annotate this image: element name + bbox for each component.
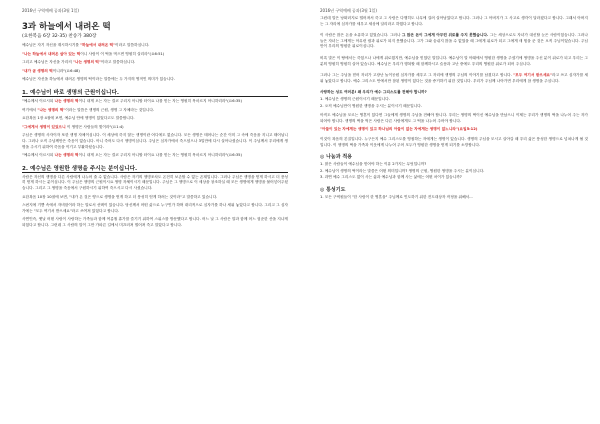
- intro-line: "내가 곧 생명의 떡이니라"(요6:48): [22, 68, 80, 73]
- intro-line: 그리고 예수님은 자신을 가리켜 "나는 생명의 떡"이라고 말씀하십니다.: [22, 60, 136, 65]
- scripture-quote: "예수께서 이르시되 나는 생명의 떡이니 내게 오는 자는 결코 주리지 아니할 터이요 나를 믿는 자는 영원히 목마르지 아니하리라"(요6:35): [22, 98, 242, 103]
- intro-line: 예수님은 자기 자신을 계시하시기를 "하늘에서 내려온 떡"이라고 말씀하십니다.: [22, 43, 150, 47]
- paragraph: 아직도 예수님을 모르는 영혼이 있다면 그들에게 생명의 주님을 전해야 합니다. 우리는 생명의 떡이신 예수님을 만났으니 이제는 우리가 생명의 떡을 나누어 주는 자가 되어야 합니다. 생명의 떡을 먹은 사람은 다른 사람에게도 그 떡을 나누어 주어야 합니다.: [320, 113, 588, 123]
- share-item: 2. 예수님이 생명의 떡이라는 말씀은 어떤 의미입니까? 생명의 근원, 영원한 생명을 주시는 분이십니다.: [320, 168, 485, 173]
- intro-line: "나는 하늘에서 내려온 살아 있는 떡이니 사람이 이 떡을 먹으면 영원히 살리라"(요6:51): [22, 51, 165, 56]
- lesson-subtitle: (요한복음 6장 32-35) 찬송가 380장: [22, 34, 97, 39]
- section-2-heading: 2. 예수님은 영원한 생명을 주시는 분이십니다.: [22, 164, 288, 173]
- page-header: 2016년 구역예배 공과(3월 1일): [22, 8, 79, 13]
- question-item: 1. 예수님은 생명의 근원이시기 때문입니다.: [320, 96, 390, 101]
- page-header: 2016년 구역예배 공과(3월 1일): [320, 8, 377, 13]
- paragraph: 주님은 생명의 사자이자 또한 생명 자체이십니다. 이 세상에 죽지 않는 생명이란 어디에도 없습니다. 모든 생명은 태어나는 순간 이미 그 속에 죽음을 지니고 태어납니다. 그러나 오직 주님께만은 죽음이 없습니다. 아니 죽어도 다시 생명이십니다. 주님은 십자가에서 죽으셨으나 3일만에 다시 살아나셨습니다. 이 주님께서 우리에게 생명을 주시기 위하여 죽음을 이기고 부활하셨습니다.: [22, 133, 288, 149]
- question-item: 2. 오직 예수님만이 영원한 생명을 주시는 분이시기 때문입니다.: [320, 103, 422, 108]
- paragraph: 그러나 그는 주님을 믿어 자녀가 고장난 놀이공원 십자가를 세우고 그 자리에 생명의 주님의 이야기를 남겼다고 합니다. "모두 여기서 받으세요"라고 쓰고 십자가를 세워 놓았다고 합니다. 예수 그리스도 안에서만 참된 생명이 있다는 것을 증거하기 위한 것입니다. 우리가 주님께 나아가면 우리에게 참 생명을 주십니다.: [320, 73, 589, 83]
- paragraph: 요한복음 10장 10절에 보면, "내가 온 것은 양으로 생명을 얻게 하고 더 풍성히 얻게 하려는 것이라"고 말씀하고 있습니다.: [22, 194, 218, 199]
- lesson-title: 3과 하늘에서 내려온 떡: [22, 22, 111, 32]
- scripture-quote: "아들이 있는 자에게는 생명이 있고 하나님의 아들이 없는 자에게는 생명이 없느니라"(요일5:12): [320, 127, 478, 132]
- prayer-item: 1. 모든 구역원들이 "한 사람이 한 영혼을" 주님께로 인도하기 위한 전도대상자 작정을 위해서...: [320, 194, 473, 199]
- question-intro: 사랑하는 성도 여러분! 왜 우리가 예수 그리스도를 전해야 합니까?: [320, 90, 427, 95]
- paragraph: 사람은 자신의 생명을 다른 사람에게 나누어 줄 수 없습니다. 사람은 자기의 생명조차도 온전히 보존할 수 없는 존재입니다. 그러나 주님은 생명을 얻게 하시고 더 풍성히 얻게 하시는 분이십니다. 이 주님은 생명의 근원이시요 생명 자체이시기 때문입니다. 주님은 그 생명으로 이 세상을 창조하실 때 모든 생명에게 생명을 불어넣어주셨습니다. 그리고 그 생명을 죽음에서 구원하시기 위하여 죽으시고 다시 사셨습니다.: [22, 174, 288, 190]
- right-page: [300, 0, 600, 424]
- prayer-heading: ◎ 통성기도: [320, 186, 346, 193]
- paragraph: 그런데 말은 낭떠러지로 떨어져서 죽고 그 사람은 다행히도 나무에 걸려 살아남았다고 합니다. 그러나 그 아버지가 그 사고로 생각이 달라졌다고 합니다. 그래서 아버지는 그 자리에 십자가를 세우고 세상에 알리라고 하였다고 합니다.: [320, 16, 588, 26]
- paragraph: 이것이 복음의 본질입니다. 누구든지 예수 그리스도를 영접하는 자에게는 생명이 있습니다. 생명의 주님을 모시고 살아갈 때 우리 삶은 풍성한 생명으로 넘쳐나게 될 것입니다. 이 생명의 떡을 가족과 이웃에게 나누어 주어 모두가 영원한 생명을 얻게 되기를 소망합니다.: [320, 136, 588, 147]
- paragraph: 이 사람은 많은 돈을 소유하고 있었습니다. 그러나 그 많은 돈이 그에게 아무런 위로를 주지 못했습니다. 그는 세상으로도 자녀가 대신할 눈은 사람이었습니다. 그러나 늘은 자녀는 그에게는 아무런 쉼과 위로가 되지 못했습니다. 그가 그와 숨쉬지 않을 수 없었을 때 그에게 위로가 되고 그에게 새 힘을 준 것은 오직 주님이었습니다. 주님만이 우리의 영원한 위로이십니다.: [320, 33, 588, 49]
- section-1-heading: 1. 예수님이 바로 생명의 근원이십니다.: [22, 88, 288, 97]
- share-item: 1. 많은 사람들이 예수님을 믿어야 하는 이유 2가지는 무엇입니까?: [320, 162, 427, 167]
- paragraph: 비록 말은 이 땅에서는 죽었으나 나에게 위로였지만, 예수님을 믿었던 말입니다. 예수님이 말 아래에서 영원한 생명을 주셨기에 생명을 주신 분이 위로가 되고 우리는 그 분의 영원히 영원히 살아 있습니다. 예수님은 우리가 행복할 때 함께하시고 슬픔과 고난 중에도 우리의 영원한 위로가 되어 주십니다.: [320, 55, 588, 66]
- intro-block: [22, 43, 288, 83]
- intro-summary: 예수님은 자신을 하늘에서 내려온 생명의 떡이라는 말씀에는 두 가지의 영적인 의미가 있습니다.: [22, 77, 175, 82]
- scripture-quote: "그에게서 생명이 있었으니 이 생명은 사람들의 빛이라"(요1:4): [22, 124, 124, 129]
- share-heading: ◎ 나눔과 적용: [320, 154, 352, 161]
- share-item: 3. 과연 예수 그리스도 없이 사는 삶과 예수님과 함께 사는 삶에는 어떤 차이가 있습니까?: [320, 175, 462, 180]
- paragraph: 사연인즉, 옛날 어떤 사람이 사랑하는 가족들과 함께 여름철 휴가를 즐기기 위하여 스위스를 방문했다고 합니다. 어느 날 그 사람은 말과 함께 어느 험준한 산을 지나게 되었다고 합니다. 그런데 그 사람의 말이 그만 가파른 길에서 미끄러져 떨어져 죽고 말았다고 합니다.: [22, 217, 288, 227]
- paragraph: 스펀지에 기쁨 속에서 자비함이라 하는 말로서 선택이 있습니다. 당신께서 어떤 삶으로 누구인가 하며 대리적으로 십자가를 하나 세워 놓았다고 합니다. 그리고 그 십자가에는 "모두 여기서 받으세요"라고 쓰여져 있었다고 합니다.: [22, 203, 288, 213]
- scripture-quote: "예수께서 이르시되 나는 생명의 떡이니 내게 오는 자는 결코 주리지 아니할 터이요 나를 믿는 자는 영원히 목마르지 아니하리라"(요6:35): [22, 153, 242, 158]
- paragraph: 여기에서 "나는 생명의 떡"이라는 말씀은 생명의 근원, 생명 그 자체라는 것입니다.: [22, 107, 155, 112]
- paragraph: 요한복음 1장 4절에 보면, 예수님 안에 생명이 있었다고도 말씀합니다.: [22, 116, 135, 121]
